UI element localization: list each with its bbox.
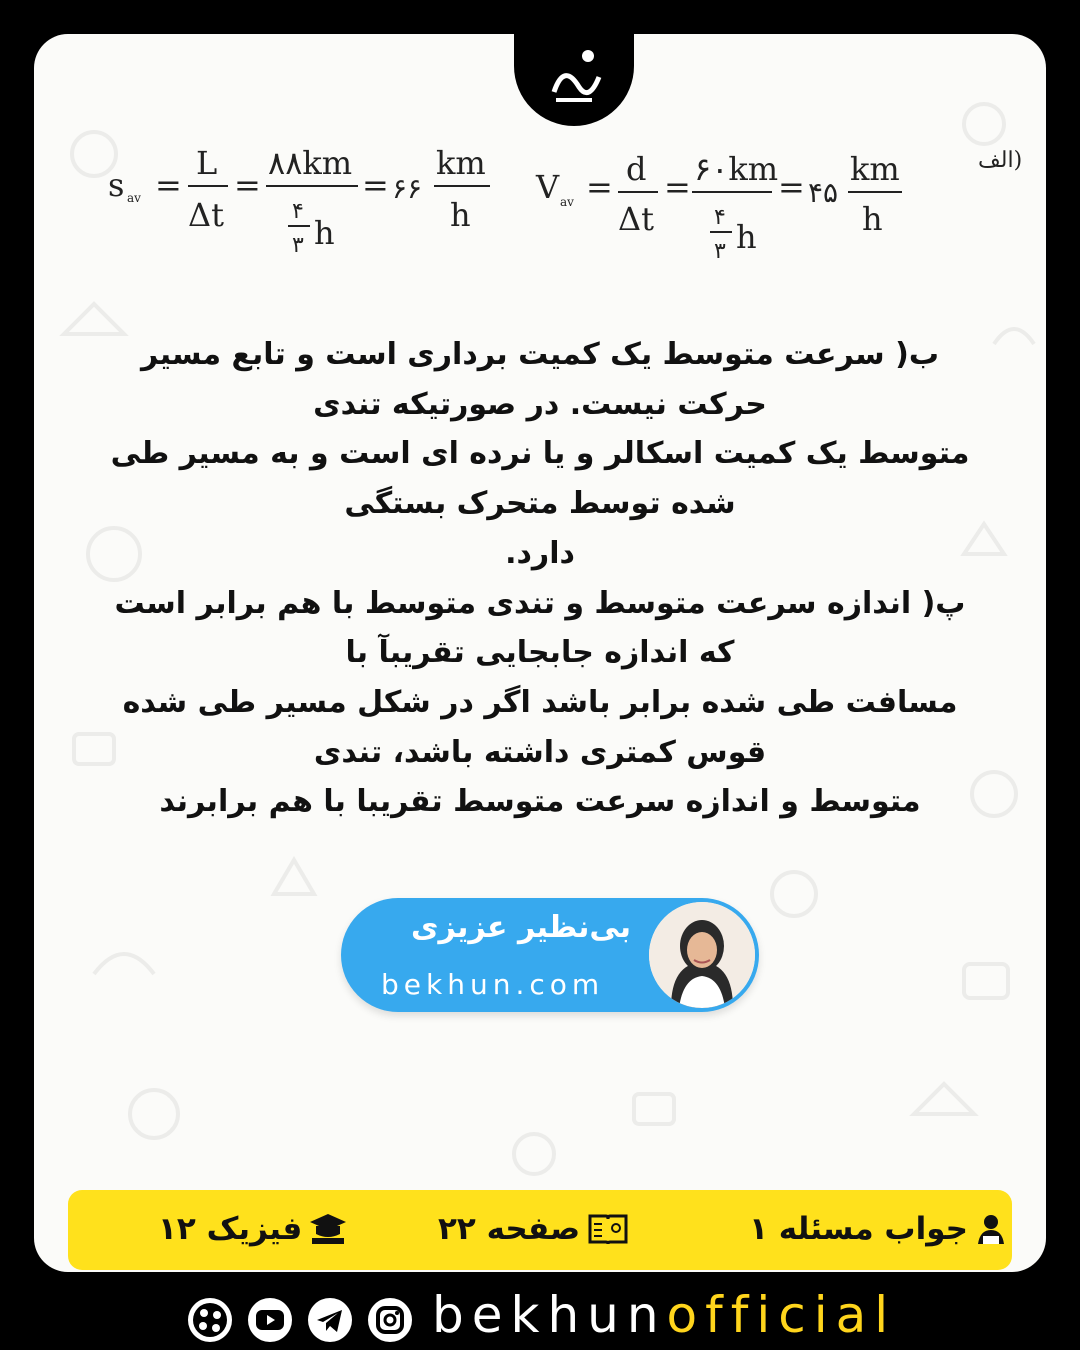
answer-line: متوسط یک کمیت اسکالر و یا نرده ای است و به مسیر طی: [110, 436, 970, 472]
speed-result: ۶۶: [392, 172, 423, 205]
brand-handle[interactable]: [432, 1286, 896, 1344]
answer-line: شده توسط متحرک بستگی: [344, 486, 736, 522]
answer-line: پ( اندازه سرعت متوسط و تندی متوسط با هم برابر است: [114, 585, 966, 621]
answer-line: دارد.: [505, 535, 575, 571]
speed-unit-num: km: [436, 144, 486, 182]
teacher-site[interactable]: bekhun.com: [381, 968, 605, 1001]
instagram-icon[interactable]: [368, 1298, 412, 1342]
answer-line: قوس کمتری داشته باشد، تندی: [313, 734, 767, 770]
equals-6: =: [778, 168, 805, 206]
aparat-icon[interactable]: [188, 1298, 232, 1342]
speed-unit-den: h: [450, 196, 471, 234]
answer-line: حرکت نیست. در صورتیکه تندی: [313, 386, 767, 422]
teacher-badge[interactable]: [341, 898, 759, 1012]
answer-line: مسافت طی شده برابر باشد اگر در شکل مسیر طی شده: [122, 684, 958, 720]
youtube-icon[interactable]: [248, 1298, 292, 1342]
equals-1: =: [155, 166, 182, 204]
equals-5: =: [664, 168, 691, 206]
equals-4: =: [586, 168, 613, 206]
speed-num: L: [196, 144, 218, 182]
student-icon: [974, 1212, 1008, 1246]
footer-subject-label: فیزیک ۱۲: [158, 1211, 303, 1247]
formula-area: [0, 0, 1080, 300]
answer-text: [110, 330, 970, 827]
brand-part1: bekhun: [432, 1286, 667, 1344]
telegram-icon[interactable]: [308, 1298, 352, 1342]
velocity-frac-den: ۳: [714, 239, 726, 264]
speed-num2: ۸۸km: [268, 144, 353, 182]
footer-page: [438, 1204, 630, 1254]
velocity-h: h: [736, 218, 757, 256]
velocity-sub: av: [560, 195, 574, 209]
velocity-lhs: V: [536, 168, 560, 206]
social-bar: [180, 1286, 910, 1346]
avatar-illustration: [649, 902, 755, 1008]
velocity-num: d: [626, 150, 647, 188]
velocity-unit-num: km: [850, 150, 900, 188]
speed-h: h: [314, 214, 335, 252]
part-label: الف): [978, 148, 1023, 173]
footer-subject: [158, 1204, 348, 1254]
graduation-cap-icon: [308, 1212, 348, 1246]
book-icon: [586, 1212, 630, 1246]
average-speed-formula: [108, 144, 490, 258]
brand-part2: official: [666, 1286, 897, 1344]
teacher-avatar: [649, 902, 755, 1008]
speed-lhs: s: [108, 166, 125, 204]
velocity-unit-den: h: [862, 200, 883, 238]
footer-answer-label: جواب مسئله ۱: [749, 1211, 968, 1247]
answer-line: ب( سرعت متوسط یک کمیت برداری است و تابع مسیر: [141, 337, 939, 372]
average-velocity-formula: [535, 150, 902, 264]
footer-bar: [68, 1190, 1012, 1270]
speed-den: Δt: [188, 196, 224, 234]
footer-answer: [682, 1204, 1012, 1254]
answer-line: که اندازه جابجایی تقریبآ با: [345, 635, 735, 671]
equals-2: =: [234, 166, 261, 204]
equals-3: =: [362, 166, 389, 204]
teacher-name: بی‌نظیر عزیزی: [410, 910, 631, 945]
answer-line: متوسط و اندازه سرعت متوسط تقریبا با هم برابرند: [159, 784, 921, 820]
velocity-result: ۴۵: [808, 176, 839, 209]
speed-sub: av: [127, 191, 141, 205]
footer-page-label: صفحه ۲۲: [438, 1211, 581, 1247]
velocity-den: Δt: [618, 200, 654, 238]
speed-frac-den: ۳: [292, 233, 304, 258]
velocity-num2: ۶۰km: [694, 150, 779, 188]
velocity-frac-num: ۴: [714, 205, 726, 230]
speed-frac-num: ۴: [292, 199, 304, 224]
